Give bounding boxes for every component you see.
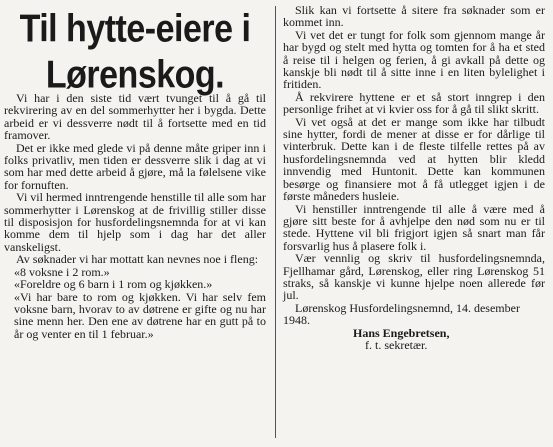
- signature-role: f. t. sekretær.: [365, 337, 428, 352]
- paragraph: Vi vil hermed inntrengende henstille til alle som har sommerhytter i Lørenskog at de frivillig stiller disse til disposisjon for husfordelingsnemnda for at vi kan komme dem til hjelp som i dag har det aller vanskeligst.: [4, 190, 266, 254]
- dateline: Lørenskog Husfordelingsnemnd, 14. desember 1948.: [283, 300, 520, 328]
- headline-line-2: Lørenskog.: [45, 53, 225, 97]
- paragraph: Av søknader vi har mottatt kan nevnes noe i fleng:: [16, 252, 259, 267]
- column-divider: [275, 6, 276, 438]
- paragraph: Vi henstiller inntrengende til alle å være med å gjøre sitt beste for å avhjelpe den nød som nu er til stede. Hyttene vil bli frigjort igjen så snart man får forsvarlig hus å plasere folk i.: [283, 201, 545, 253]
- paragraph: Vi har i den siste tid vært tvunget til å gå til rekvirering av en del sommerhytter her i bygda. Dette arbeid er vi dessverre nødt til å fortsette med en tid framover.: [4, 91, 266, 143]
- signature: [283, 327, 545, 352]
- right-column: [283, 4, 545, 351]
- paragraph: Vi vet også at det er mange som ikke har tilbudt sine hytter, fordi de mener at disse er for dårlige til vinterbruk. Dette kan i de fleste tilfelle rettes på av husfordelingsnemnda ved at hytten blir kledd innvendig med Huntonit. Dette kan kommunen besørge og finansiere mot å få utlegget igjen i de første måneders husleie.: [283, 114, 545, 204]
- paragraph: Vær vennlig og skriv til husfordelingsnemnda, Fjellhamar gård, Lørenskog, eller ring Lørenskog 51 straks, så kanskje vi kunne hjelpe noen allerede før jul.: [283, 251, 545, 303]
- paragraph: Å rekvirere hyttene er et så stort inngrep i den personlige frihet at vi kvier oss for å gå til slikt skritt.: [283, 89, 545, 117]
- quote-item: «Vi har bare to rom og kjøkken. Vi har selv fem voksne barn, hvorav to av døtrene er gifte og nu har sine menn her. Den ene av døtrene har en gutt på to år og venter en til 1 februar.»: [14, 289, 266, 341]
- quote-list: [4, 266, 266, 340]
- headline-line-1: Til hytte-eiere i: [19, 7, 251, 51]
- quote-item: «Foreldre og 6 barn i 1 rom og kjøkken.»: [14, 277, 213, 292]
- paragraph: Vi vet det er tungt for folk som gjennom mange år har bygd og stelt med hytta og tomten for å ha et sted å reise til i helgen og ferien, å gi avkall på dette og kanskje bli nødt til å sitte inne i en liten bylelighet i fritiden.: [283, 27, 545, 92]
- headline: [4, 6, 266, 98]
- paragraph: Slik kan vi fortsette å sitere fra søknader som er kommet inn.: [283, 3, 545, 30]
- signature-name: Hans Engebretsen,: [353, 325, 450, 340]
- quote-item: «8 voksne i 2 rom.»: [14, 264, 110, 279]
- paragraph: Det er ikke med glede vi på denne måte griper inn i folks privatliv, men tiden er dessverre slik i dag at vi som har med dette arbeid å gjøre, må la følelsene vike for fornuften.: [4, 140, 266, 192]
- left-column: [4, 4, 266, 340]
